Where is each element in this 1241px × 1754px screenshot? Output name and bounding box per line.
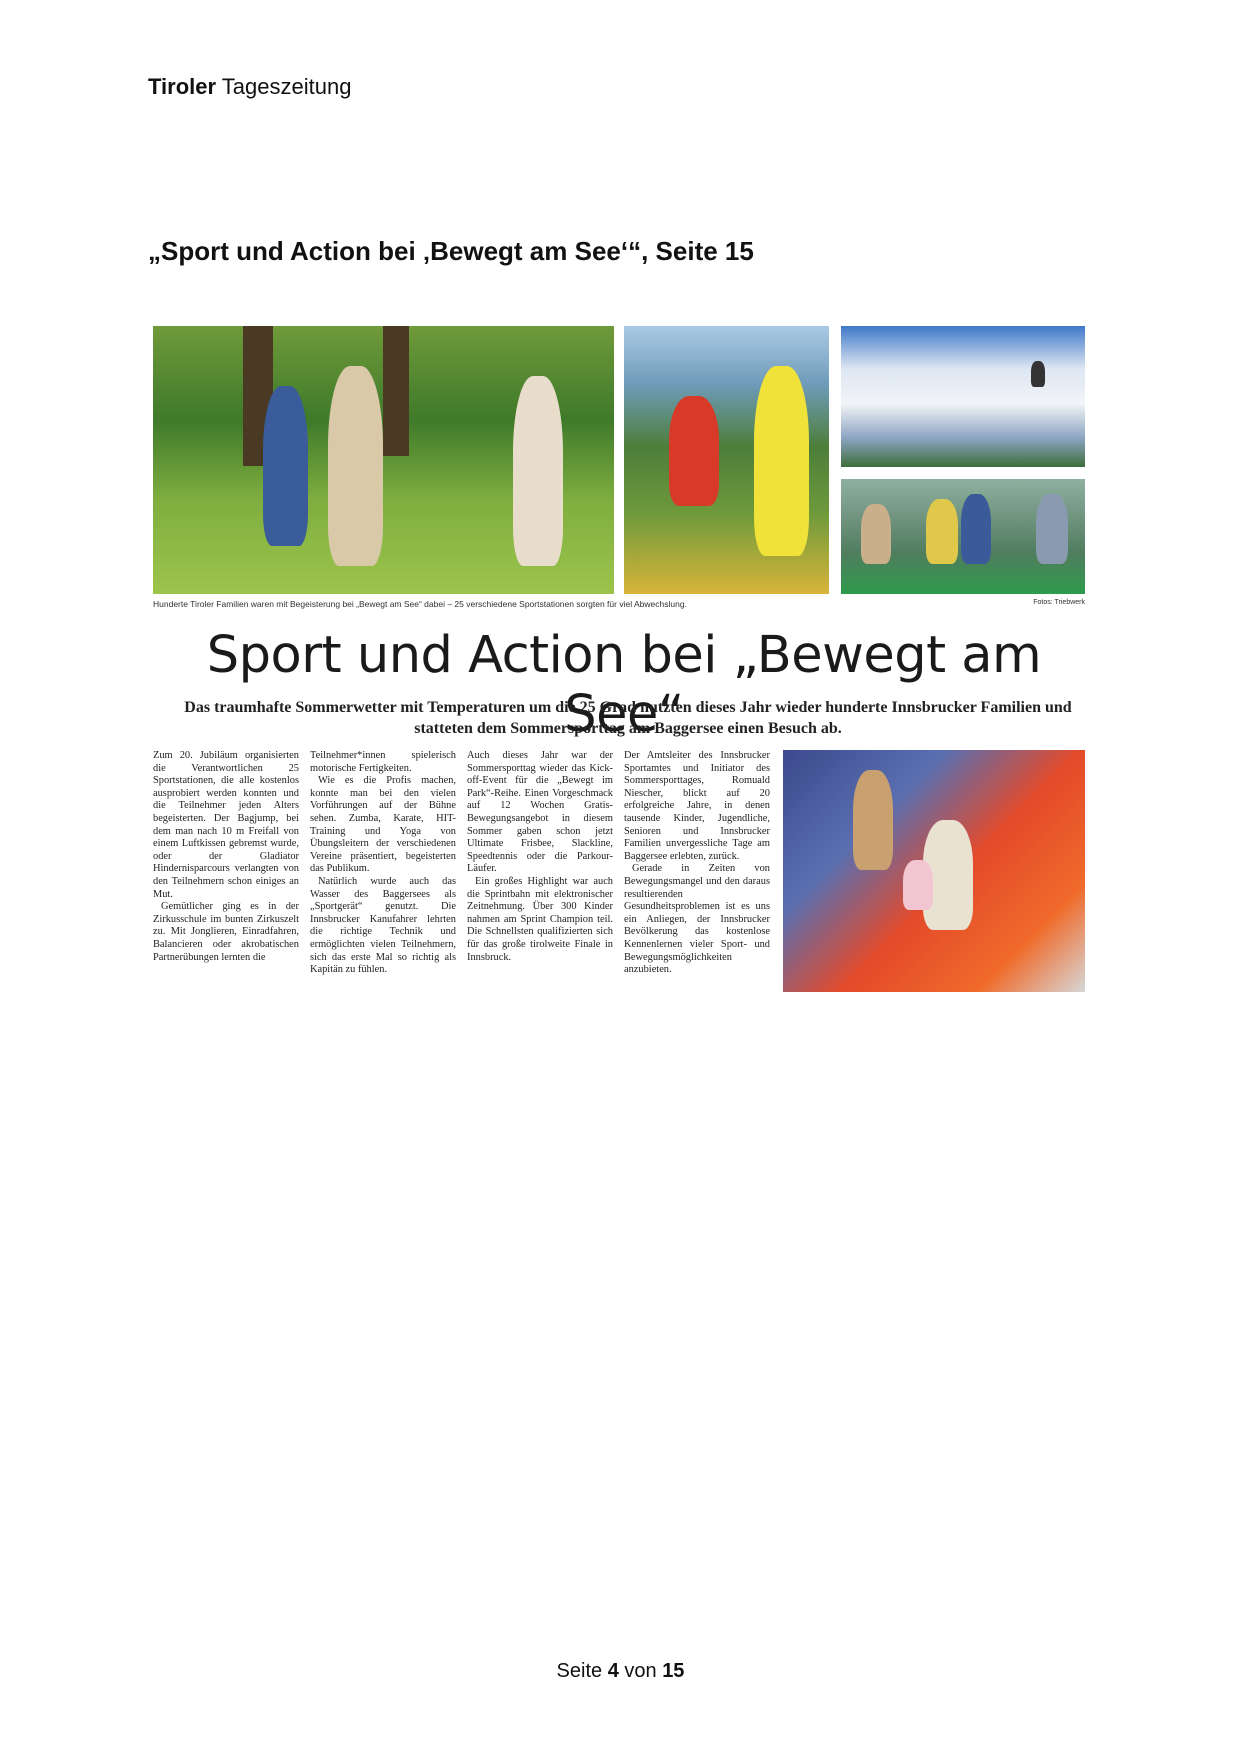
- paragraph: Teilnehmer*innen spielerisch motorische Fertigkeiten.: [310, 750, 456, 774]
- photo-bagjump-sky: [841, 326, 1085, 467]
- paragraph: Wie es die Profis machen, konnte man bei den vielen Vorführungen auf der Bühne sehen. Zumba, Karate, HIT-Training und Yoga von Übungsleitern der verschiedenen Vereine präsentiert, begeisterten das Publikum.: [310, 775, 456, 875]
- photo-child-jumping: [624, 326, 829, 594]
- paragraph: Zum 20. Jubiläum organisierten die Verantwortlichen 25 Sportstationen, die alle kostenlos ausprobiert werden konnten und die Teilnehmer jeden Alters begeisterten. Der Bagjump, bei dem man nach 10 m Freifall von einem Luftkissen gebremst wurde, oder der Gladiator Hindernisparcours verlangten von den Teilnehmern schon einiges an Mut.: [153, 750, 299, 900]
- photo-credit: Fotos: Triebwerk: [1033, 599, 1085, 606]
- publication-name-bold: Tiroler: [148, 74, 217, 99]
- paragraph: Gerade in Zeiten von Bewegungsmangel und den daraus resultierenden Gesundheitsproblemen ist es uns ein Anliegen, der Innsbrucker Bevölkerung das kostenlose Kennenlernen vieler Sport- und Bewegungsmöglichkeiten anzubieten.: [624, 863, 770, 976]
- publication-name-rest: Tageszeitung: [216, 74, 352, 99]
- page-number-middle: von: [618, 1660, 663, 1682]
- page-number-total: 15: [662, 1660, 685, 1682]
- photo-inflatable-slide: [783, 750, 1085, 992]
- photo-families-exercising: [153, 326, 614, 594]
- publication-name: [148, 74, 351, 100]
- clipping-reference-title: „Sport und Action bei ‚Bewegt am See‘“, Seite 15: [148, 236, 754, 266]
- article-column-3: [467, 750, 613, 964]
- article-column-2: [310, 750, 456, 977]
- paragraph: Auch dieses Jahr war der Sommersporttag wieder das Kick-off-Event für die „Bewegt im Park“-Reihe. Einen Vorgeschmack auf 12 Wochen Gratis-Bewegungsangebot in diesem Sommer gaben schon jetzt Ultimate Frisbee, Slackline, Speedtennis oder die Parkour-Läufer.: [467, 750, 613, 875]
- paragraph: Natürlich wurde auch das Wasser des Baggersees als „Sportgerät“ genutzt. Die Innsbrucker Kanufahrer lehrten die richtige Technik und ermöglichten vielen Teilnehmern, sich das erste Mal so richtig als Kapitän zu fühlen.: [310, 875, 456, 976]
- article-headline: Sport und Action bei „Bewegt am See“: [206, 626, 1042, 744]
- page-number: [0, 1660, 1241, 1683]
- article-column-4: [624, 750, 770, 977]
- page-number-current: 4: [607, 1660, 619, 1682]
- photo-canoe-lake: [841, 479, 1085, 594]
- article-lead: Das traumhafte Sommerwetter mit Temperaturen um die 25 Grad nutzten dieses Jahr wieder hunderte Innsbrucker Familien und statteten dem Sommersporttag am Baggersee einen Besuch ab.: [184, 699, 1072, 737]
- newspaper-clipping: [153, 326, 1085, 996]
- article-column-1: [153, 750, 299, 964]
- paragraph: Gemütlicher ging es in der Zirkusschule im bunten Zirkuszelt zu. Mit Jonglieren, Einradfahren, Balancieren oder akrobatischen Partnerübungen lernten die: [153, 901, 299, 963]
- paragraph: Ein großes Highlight war auch die Sprintbahn mit elektronischer Zeitnehmung. Über 300 Kinder nahmen am Sprint Champion teil. Die Schnellsten qualifizierten sich für das große tirolweite Finale in Innsbruck.: [467, 875, 613, 963]
- paragraph: Der Amtsleiter des Innsbrucker Sportamtes und Initiator des Sommersporttages, Romuald Niescher, blickt auf 20 erfolgreiche Jahre, in denen tausende Kinder, Jugendliche, Senioren und Innsbrucker Familien unvergessliche Tage am Baggersee erlebten, zurück.: [624, 750, 770, 862]
- page-number-prefix: Seite: [556, 1660, 608, 1682]
- photo-caption: Hunderte Tiroler Familien waren mit Begeisterung bei „Bewegt am See“ dabei – 25 verschiedene Sportstationen sorgten für viel Abwechslung.: [153, 599, 687, 609]
